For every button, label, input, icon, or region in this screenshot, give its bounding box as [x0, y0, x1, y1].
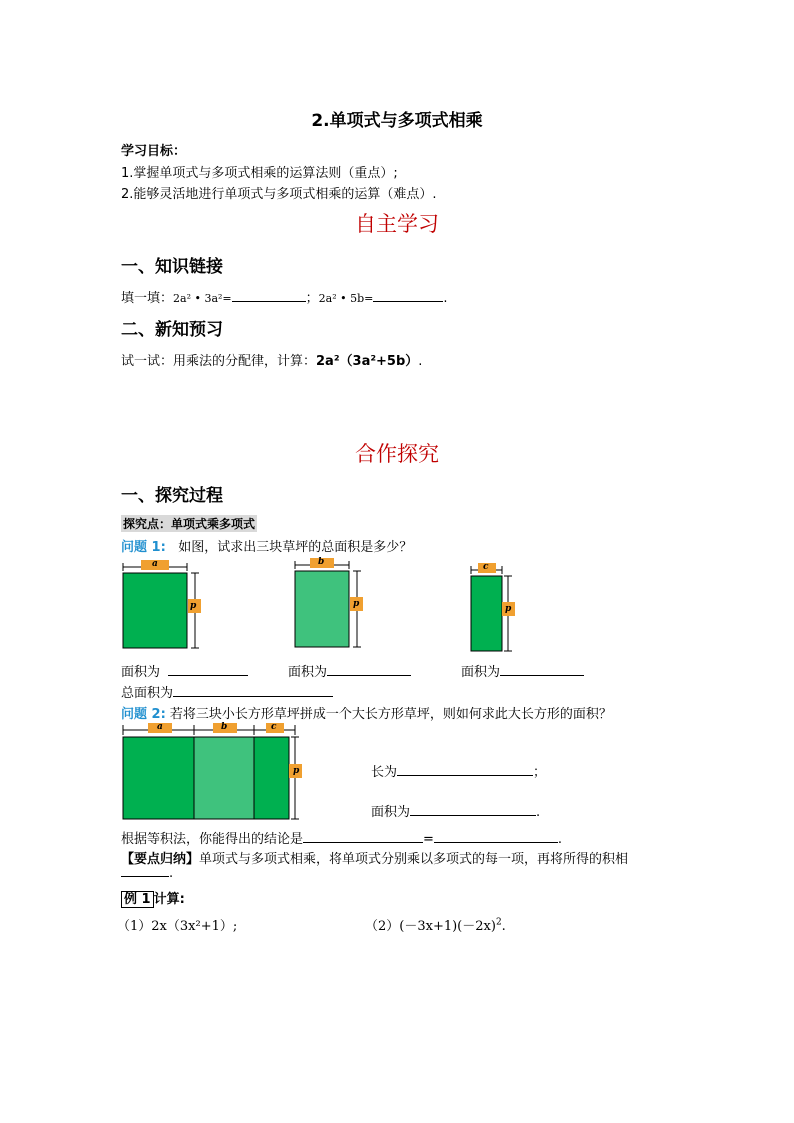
combined-part-b: [194, 737, 254, 819]
lawn-c-figure: [466, 560, 526, 656]
summary-blank[interactable]: [121, 864, 169, 877]
example-p2-sup: 2: [495, 917, 502, 928]
conclusion-end: .: [557, 832, 563, 847]
area-blank-3[interactable]: [500, 663, 584, 676]
blank-1[interactable]: [232, 289, 306, 302]
conclusion-blank-1[interactable]: [303, 830, 423, 843]
q2-label: 问题 2:: [121, 707, 166, 722]
q1-label: 问题 1:: [121, 540, 166, 555]
area2-label: 面积为: [371, 805, 411, 820]
label-b-2: b: [221, 722, 228, 732]
length-line: [371, 761, 546, 780]
blank-2[interactable]: [373, 289, 443, 302]
lawn-a: [123, 573, 187, 648]
area-line-2: [288, 661, 411, 680]
label-c: c: [483, 562, 489, 572]
summary-line: [121, 848, 628, 867]
area-line-3: [461, 661, 584, 680]
area-label-1: 面积为: [121, 665, 161, 680]
label-a-2: a: [157, 722, 163, 732]
area-blank-2[interactable]: [327, 663, 411, 676]
example-p2-expr: （2）(－3x+1)(－2x): [365, 919, 496, 934]
expr-1: 2a² • 3a²=: [173, 292, 232, 305]
page-title: 2.单项式与多项式相乘: [311, 111, 483, 131]
combined-part-a: [123, 737, 194, 819]
conclusion-text: 根据等积法，你能得出的结论是: [121, 832, 304, 847]
lawn-b: [295, 571, 349, 647]
lawn-b-figure: [288, 555, 378, 655]
try-line: [121, 350, 422, 369]
area-label-2: 面积为: [288, 665, 328, 680]
goal-item-1: 1.掌握单项式与多项式相乘的运算法则（重点）;: [121, 166, 398, 181]
example-part-1: （1）2x（3x²+1）;: [117, 919, 238, 934]
goal-item-2: 2.能够灵活地进行单项式与多项式相乘的运算（难点）.: [121, 187, 437, 202]
area-label-3: 面积为: [461, 665, 501, 680]
area-blank-1[interactable]: [168, 663, 248, 676]
knowledge-link-heading: 一、知识链接: [121, 257, 223, 277]
explore-point: 探究点：单项式乘多项式: [123, 517, 256, 531]
label-c-2: c: [271, 722, 277, 732]
area2-line: [371, 801, 540, 820]
lawn-c: [471, 576, 502, 651]
question-1: [121, 536, 412, 555]
fill-end: .: [443, 291, 448, 306]
label-p-1: p: [190, 601, 197, 611]
section-self-study: 自主学习: [355, 212, 439, 236]
sep: ；: [305, 291, 319, 306]
example-label: 例 1: [121, 891, 154, 908]
label-p-3: p: [505, 604, 512, 614]
try-text: 试一试：用乘法的分配律，计算：: [121, 354, 317, 369]
section-coop: 合作探究: [355, 442, 439, 466]
length-end: ；: [533, 765, 547, 780]
explore-heading: 一、探究过程: [121, 486, 223, 506]
summary-text: 单项式与多项式相乘，将单项式分别乘以多项式的每一项，再将所得的积相: [199, 852, 629, 867]
length-blank[interactable]: [397, 763, 533, 776]
summary-label: 【要点归纳】: [121, 852, 200, 867]
example-text: 计算:: [153, 892, 185, 907]
fill-label: 填一填：: [121, 291, 174, 306]
example-heading: [121, 888, 185, 907]
area-line-1: [121, 661, 248, 680]
expr-2: 2a² • 5b=: [318, 292, 374, 305]
conclusion-blank-2[interactable]: [434, 830, 558, 843]
q2-text: 若将三块小长方形草坪拼成一个大长方形草坪，则如何求此大长方形的面积？: [169, 707, 612, 722]
label-p-4: p: [293, 766, 300, 776]
area2-blank[interactable]: [410, 803, 536, 816]
example-p2-end: .: [501, 919, 506, 934]
label-b: b: [318, 557, 325, 567]
summary-end: .: [169, 866, 174, 881]
total-area-blank[interactable]: [173, 684, 333, 697]
example-part-2: [365, 915, 506, 934]
try-end: .: [418, 354, 423, 369]
length-label: 长为: [371, 765, 398, 780]
conclusion-eq: =: [423, 832, 434, 847]
try-expr: 2a²（3a²+5b）: [316, 354, 419, 369]
total-area-line: [121, 682, 333, 701]
combined-lawn-figure: [115, 720, 315, 824]
area2-end: .: [536, 805, 541, 820]
combined-part-c: [254, 737, 289, 819]
label-a: a: [152, 559, 158, 569]
fill-in-line: [121, 287, 448, 306]
q1-text: 如图，试求出三块草坪的总面积是多少？: [178, 540, 413, 555]
goals-heading: 学习目标：: [121, 144, 187, 159]
summary-line-2: [121, 864, 173, 881]
conclusion-line: [121, 828, 562, 847]
label-p-2: p: [353, 599, 360, 609]
total-area-label: 总面积为: [121, 686, 174, 701]
lawn-a-figure: [115, 555, 225, 655]
preview-heading: 二、新知预习: [121, 320, 223, 340]
